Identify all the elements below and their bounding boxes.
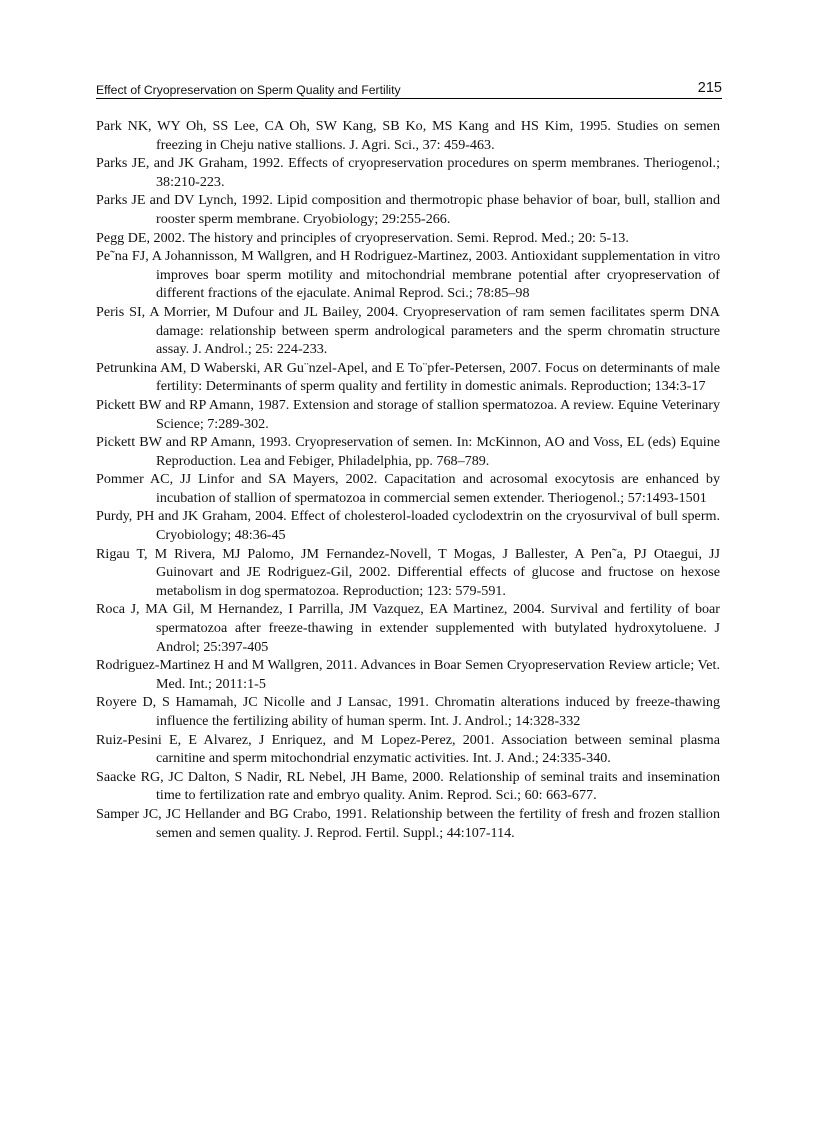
reference-ruiz-pesini-2001: Ruiz-Pesini E, E Alvarez, J Enriquez, and M Lopez-Perez, 2001. Association between seminal plasma carnitine and sperm mitochondrial enzymatic activities. Int. J. And.; 24:335-340. [96,731,720,767]
reference-pickett-1993: Pickett BW and RP Amann, 1993. Cryopreservation of semen. In: McKinnon, AO and Voss, EL (eds) Equine Reproduction. Lea and Febiger, Philadelphia, pp. 768–789. [96,434,720,469]
reference-saacke-2000: Saacke RG, JC Dalton, S Nadir, RL Nebel, JH Bame, 2000. Relationship of seminal traits and insemination time to fertilization rate and embryo quality. Anim. Reprod. Sci.; 60: 663-677. [96,768,720,804]
reference-purdy-2004: Purdy, PH and JK Graham, 2004. Effect of cholesterol-loaded cyclodextrin on the cryosurvival of bull sperm. Cryobiology; 48:36-45 [96,508,720,544]
reference-parks-graham-1992: Parks JE, and JK Graham, 1992. Effects of cryopreservation procedures on sperm membranes. Theriogenol.; 38:210-223. [96,155,720,190]
reference-list [96,117,720,842]
reference-pickett-1987: Pickett BW and RP Amann, 1987. Extension and storage of stallion spermatozoa. A review. Equine Veterinary Science; 7:289-302. [96,396,720,432]
page-number: 215 [697,80,722,96]
reference-pegg-2002: Pegg DE, 2002. The history and principles of cryopreservation. Semi. Reprod. Med.; 20: 5-13. [96,229,629,246]
running-title: Effect of Cryopreservation on Sperm Quality and Fertility [96,83,401,97]
reference-pena-2003: Pe˜na FJ, A Johannisson, M Wallgren, and H Rodriguez-Martinez, 2003. Antioxidant supplementation in vitro improves boar sperm motility and mitochondrial membrane potential after cryopreservation of different fractions of the ejaculate. Animal Reprod. Sci.; 78:85–98 [96,248,720,302]
reference-pommer-2002: Pommer AC, JJ Linfor and SA Mayers, 2002. Capacitation and acrosomal exocytosis are enhanced by incubation of stallion of spermatozoa in commercial semen extender. Theriogenol.; 57:1493-1501 [96,471,720,506]
reference-rigau-2002: Rigau T, M Rivera, MJ Palomo, JM Fernandez-Novell, T Mogas, J Ballester, A Pen˜a, PJ Otaegui, JJ Guinovart and JE Rodriguez-Gil, 2002. Differential effects of glucose and fructose on hexose metabolism in dog spermatozoa. Reproduction; 123: 579-591. [96,545,720,599]
reference-peris-2004: Peris SI, A Morrier, M Dufour and JL Bailey, 2004. Cryopreservation of ram semen facilitates sperm DNA damage: relationship between sperm andrological parameters and the sperm chromatin structure assay. J. Androl.; 25: 224-233. [96,303,720,358]
reference-royere-1991: Royere D, S Hamamah, JC Nicolle and J Lansac, 1991. Chromatin alterations induced by freeze-thawing influence the fertilizing ability of human sperm. Int. J. Androl.; 14:328-332 [96,694,720,729]
running-header [96,78,722,99]
reference-samper-1991: Samper JC, JC Hellander and BG Crabo, 1991. Relationship between the fertility of fresh and frozen stallion semen and semen quality. J. Reprod. Fertil. Suppl.; 44:107-114. [96,805,720,841]
reference-petrunkina-2007: Petrunkina AM, D Waberski, AR Gu¨nzel-Apel, and E To¨pfer-Petersen, 2007. Focus on determinants of male fertility: Determinants of sperm quality and fertility in domestic animals. Reproduction; 134:3-17 [96,359,720,395]
reference-roca-2004: Roca J, MA Gil, M Hernandez, I Parrilla, JM Vazquez, EA Martinez, 2004. Survival and fertility of boar spermatozoa after freeze-thawing in extender supplemented with butylated hydroxytoluene. J Androl; 25:397-405 [96,601,720,655]
reference-park-1995: Park NK, WY Oh, SS Lee, CA Oh, SW Kang, SB Ko, MS Kang and HS Kim, 1995. Studies on semen freezing in Cheju native stallions. J. Agri. Sci., 37: 459-463. [96,118,720,153]
reference-rodriguez-martinez-2011: Rodriguez-Martinez H and M Wallgren, 2011. Advances in Boar Semen Cryopreservation Review article; Vet. Med. Int.; 2011:1-5 [96,657,720,692]
reference-parks-lynch-1992: Parks JE and DV Lynch, 1992. Lipid composition and thermotropic phase behavior of boar, bull, stallion and rooster sperm membrane. Cryobiology; 29:255-266. [96,192,720,227]
